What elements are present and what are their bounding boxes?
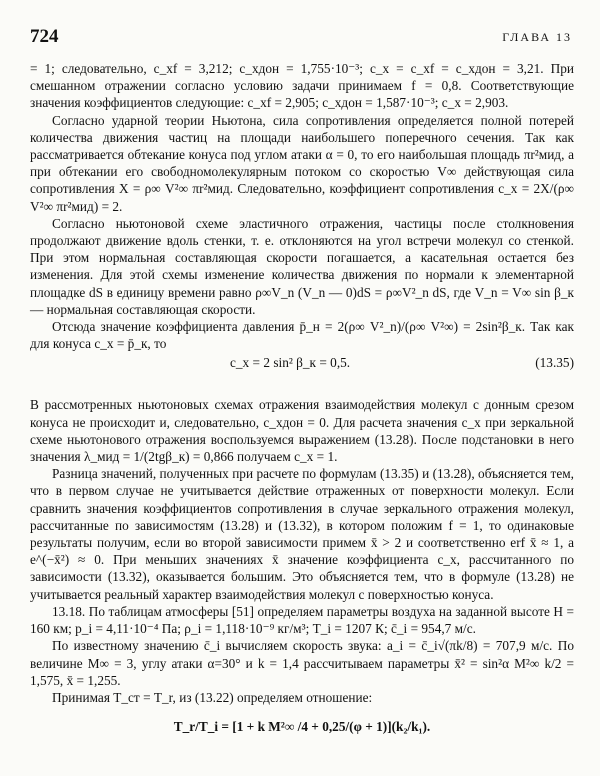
page-header: [30, 26, 572, 48]
paragraph: По известному значению c̄_i вычисляем скорость звука: a_i = c̄_i√(πk/8) = 707,9 м/с. По величине M∞ = 3, углу атаки α=30° и k = 1,4 рассчитываем параметры x̄² = sin²α M²∞ k/2 = 1,575, x̄ = 1,255.: [30, 638, 574, 688]
paragraph: Согласно ньютоновой схеме эластичного отражения, частицы после столкновения продолжают движение вдоль стенки, т. е. отклоняются на угол встречи молекул со стенкой. При этом нормальная составляющая скорости погашается, а касательная остается без изменения. Для этой схемы изменение количества движения по нормали к элементарной площадке dS в единицу времени равно ρ∞V_n (V_n — 0)dS = ρ∞V²_n dS, где V_n = V∞ sin β_к — нормальная составляющая скорости.: [30, 215, 574, 317]
page-number: 724: [30, 26, 59, 47]
final-equation: T_r/T_i = [1 + k M²∞ /4 + 0,25/(φ + 1)](k₂/k₁).: [173, 719, 431, 735]
paragraph: = 1; следовательно, c_xf = 3,212; c_xдон = 1,755·10⁻³; c_x = c_xf = c_xдон = 3,21. При смешанном отражении согласно условию задачи принимаем f = 0,8. Соответствующие значения коэффициентов следующие: c_xf = 2,905; c_xдон = 1,587·10⁻³; c_x = 2,903.: [30, 61, 574, 111]
paragraph: Согласно ударной теории Ньютона, сила сопротивления определяется полной потерей количества движения частиц на площади наибольшего поперечного сечения. Так как рассматривается обтекание конуса под углом атаки α = 0, то его наибольшая площадь πr²мид, а при обтекании его свободномолекулярным потоком со скоростью V∞ действующая сила сопротивления X = ρ∞ V²∞ πr²мид. Следовательно, коэффициент сопротивления c_x = 2X/(ρ∞ V²∞ πr²мид) = 2.: [30, 112, 574, 214]
equation-number: (13.35): [535, 355, 574, 371]
equation-13-35: [30, 354, 574, 374]
paragraph: Отсюда значение коэффициента давления p̄_н = 2(ρ∞ V²_n)/(ρ∞ V²∞) = 2sin²β_к. Так как для конуса c_x = p̄_к, то: [30, 319, 574, 352]
main-text: [30, 60, 574, 745]
chapter-title: ГЛАВА 13: [502, 30, 572, 44]
equation-formula: c_x = 2 sin² β_к = 0,5.: [230, 355, 351, 371]
paragraph: В рассмотренных ньютоновых схемах отражения взаимодействия молекул с донным срезом конуса не происходит и, следовательно, c_xдон = 0. Для расчета значения c_x при зеркальной схеме ньютонового отражения воспользуемся выражением (13.28). После подстановки в него значения λ_мид = 1/(2tgβ_к) = 0,866 получаем c_x = 1.: [30, 397, 574, 465]
paragraph: Разница значений, полученных при расчете по формулам (13.35) и (13.28), объясняется тем, что в первом случае не учитывается действие отраженных от поверхности молекул. Если сравнить значения коэффициентов сопротивления в случае зеркального отражения молекул, рассчитанные по зависимостям (13.28) и (13.32), в котором положим f = 1, то одинаковые результаты получим, если во второй зависимости примем x̄ > 2 и соответственно erf x̄ ≈ 1, а e^(−x̄²) ≈ 0. При меньших значениях x̄ значение коэффициента c_x, рассчитанного по зависимости (13.32), оказывается большим. Это объясняется тем, что в формуле (13.28) не учитывается реальный характер взаимодействия молекул с поверхностью конуса.: [30, 466, 574, 602]
paragraph: Принимая T_ст = T_r, из (13.22) определяем отношение:: [52, 689, 373, 705]
paragraph: 13.18. По таблицам атмосферы [51] определяем параметры воздуха на заданной высоте H = 160 км; p_i = 4,11·10⁻⁴ Па; ρ_i = 1,118·10⁻⁹ кг/м³; T_i = 1207 К; c̄_i = 954,7 м/с.: [30, 603, 574, 637]
